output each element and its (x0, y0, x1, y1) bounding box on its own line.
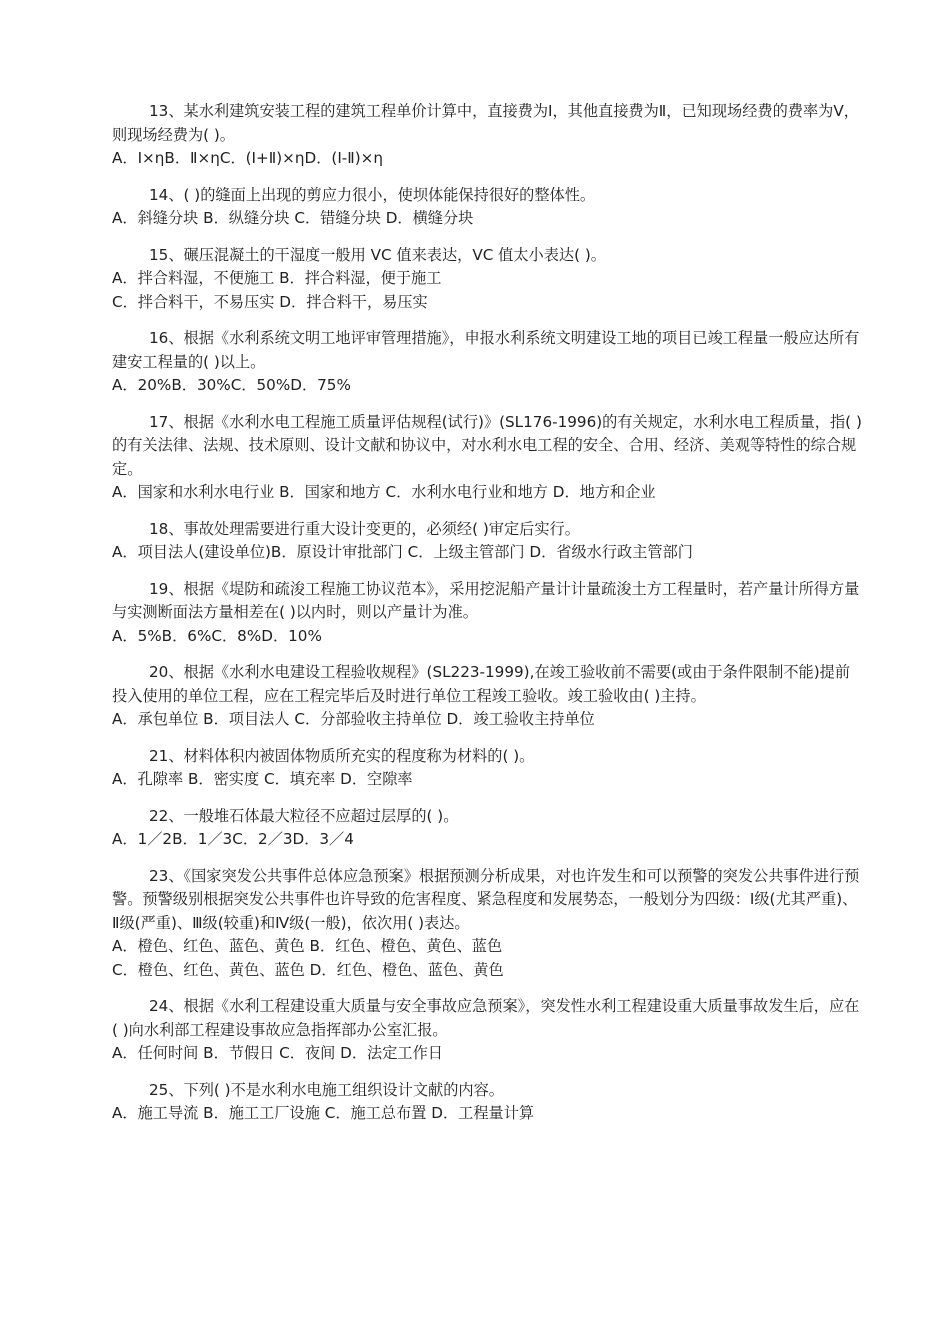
question-options: A．任何时间 B．节假日 C．夜间 D．法定工作日 (112, 1044, 443, 1062)
question-text: 17、根据《水利水电工程施工质量评估规程(试行)》(SL176-1996)的有关规定，水利水电工程质量，指( )的有关法律、法规、技术原则、设计文献和协议中，对水利水电工程的安全、合用、经济、美观等特性的综合规定。 (112, 412, 862, 478)
question-text: 13、某水利建筑安装工程的建筑工程单价计算中，直接费为Ⅰ，其他直接费为Ⅱ，已知现场经费的费率为Ⅴ，则现场经费为( )。 (112, 102, 859, 144)
question-23 (112, 865, 864, 983)
question-options: A．施工导流 B．施工工厂设施 C．施工总布置 D．工程量计算 (112, 1104, 535, 1122)
question-15 (112, 244, 864, 315)
question-options: A．20%B．30%C．50%D．75% (112, 376, 351, 394)
question-options: A．5%B．6%C．8%D．10% (112, 626, 322, 645)
question-options: A．承包单位 B．项目法人 C．分部验收主持单位 D．竣工验收主持单位 (112, 710, 595, 728)
question-text: 19、根据《堤防和疏浚工程施工协议范本》，采用挖泥船产量计计量疏浚土方工程量时，若产量计所得方量与实测断面法方量相差在( )以内时，则以产量计为准。 (112, 579, 860, 621)
question-16 (112, 327, 864, 398)
question-options: A．斜缝分块 B．纵缝分块 C．错缝分块 D．横缝分块 (112, 209, 474, 227)
question-20 (112, 661, 864, 732)
question-22 (112, 805, 864, 852)
question-18 (112, 518, 864, 565)
question-options: A．Ⅰ×ηB．Ⅱ×ηC．(Ⅰ+Ⅱ)×ηD．(Ⅰ-Ⅱ)×η (112, 149, 384, 167)
question-17 (112, 411, 864, 505)
question-options: C．橙色、红色、黄色、蓝色 D．红色、橙色、蓝色、黄色 (112, 960, 504, 979)
question-text: 21、材料体积内被固体物质所充实的程度称为材料的( )。 (149, 746, 535, 765)
question-24 (112, 995, 864, 1066)
question-text: 20、根据《水利水电建设工程验收规程》(SL223-1999),在竣工验收前不需要(或由于条件限制不能)提前投入使用的单位工程，应在工程完毕后及时进行单位工程竣工验收。竣工验收由( )主持。 (112, 663, 851, 705)
question-25 (112, 1079, 864, 1126)
question-text: 15、碾压混凝土的干湿度一般用 VC 值来表达，VC 值太小表达( )。 (149, 245, 606, 264)
question-14 (112, 184, 864, 231)
question-text: 22、一般堆石体最大粒径不应超过层厚的( )。 (149, 806, 459, 825)
question-options: A．1／2B．1／3C．2／3D．3／4 (112, 830, 354, 848)
question-text: 24、根据《水利工程建设重大质量与安全事故应急预案》，突发性水利工程建设重大质量事故发生后，应在( )向水利部工程建设事故应急指挥部办公室汇报。 (112, 997, 860, 1039)
question-19 (112, 578, 864, 649)
question-text: 18、事故处理需要进行重大设计变更的，必须经( )审定后实行。 (149, 519, 580, 538)
question-text: 16、根据《水利系统文明工地评审管理措施》，申报水利系统文明建设工地的项目已竣工程量一般应达所有建安工程量的( )以上。 (112, 329, 860, 371)
question-text: 25、下列( )不是水利水电施工组织设计文献的内容。 (149, 1080, 504, 1099)
question-text: 14、( )的缝面上出现的剪应力很小，使坝体能保持很好的整体性。 (149, 185, 596, 204)
question-options: A．拌合料湿，不便施工 B．拌合料湿，便于施工 (112, 269, 442, 287)
question-options: A．国家和水利水电行业 B．国家和地方 C．水利水电行业和地方 D．地方和企业 (112, 483, 656, 501)
question-list (112, 100, 864, 1139)
question-13 (112, 100, 864, 171)
question-options: A．橙色、红色、蓝色、黄色 B．红色、橙色、黄色、蓝色 (112, 937, 503, 955)
question-21 (112, 745, 864, 792)
question-options: A．孔隙率 B．密实度 C．填充率 D．空隙率 (112, 770, 413, 788)
question-options: A．项目法人(建设单位)B．原设计审批部门 C．上级主管部门 D．省级水行政主管部门 (112, 543, 693, 561)
question-text: 23、《国家突发公共事件总体应急预案》根据预测分析成果，对也许发生和可以预警的突发公共事件进行预警。预警级别根据突发公共事件也许导致的危害程度、紧急程度和发展势态，一般划分为四级：Ⅰ级(尤其严重)、Ⅱ级(严重)、Ⅲ级(较重)和Ⅳ级(一般)，依次用( )表达。 (112, 866, 860, 932)
question-options: C．拌合料干，不易压实 D．拌合料干，易压实 (112, 292, 428, 311)
